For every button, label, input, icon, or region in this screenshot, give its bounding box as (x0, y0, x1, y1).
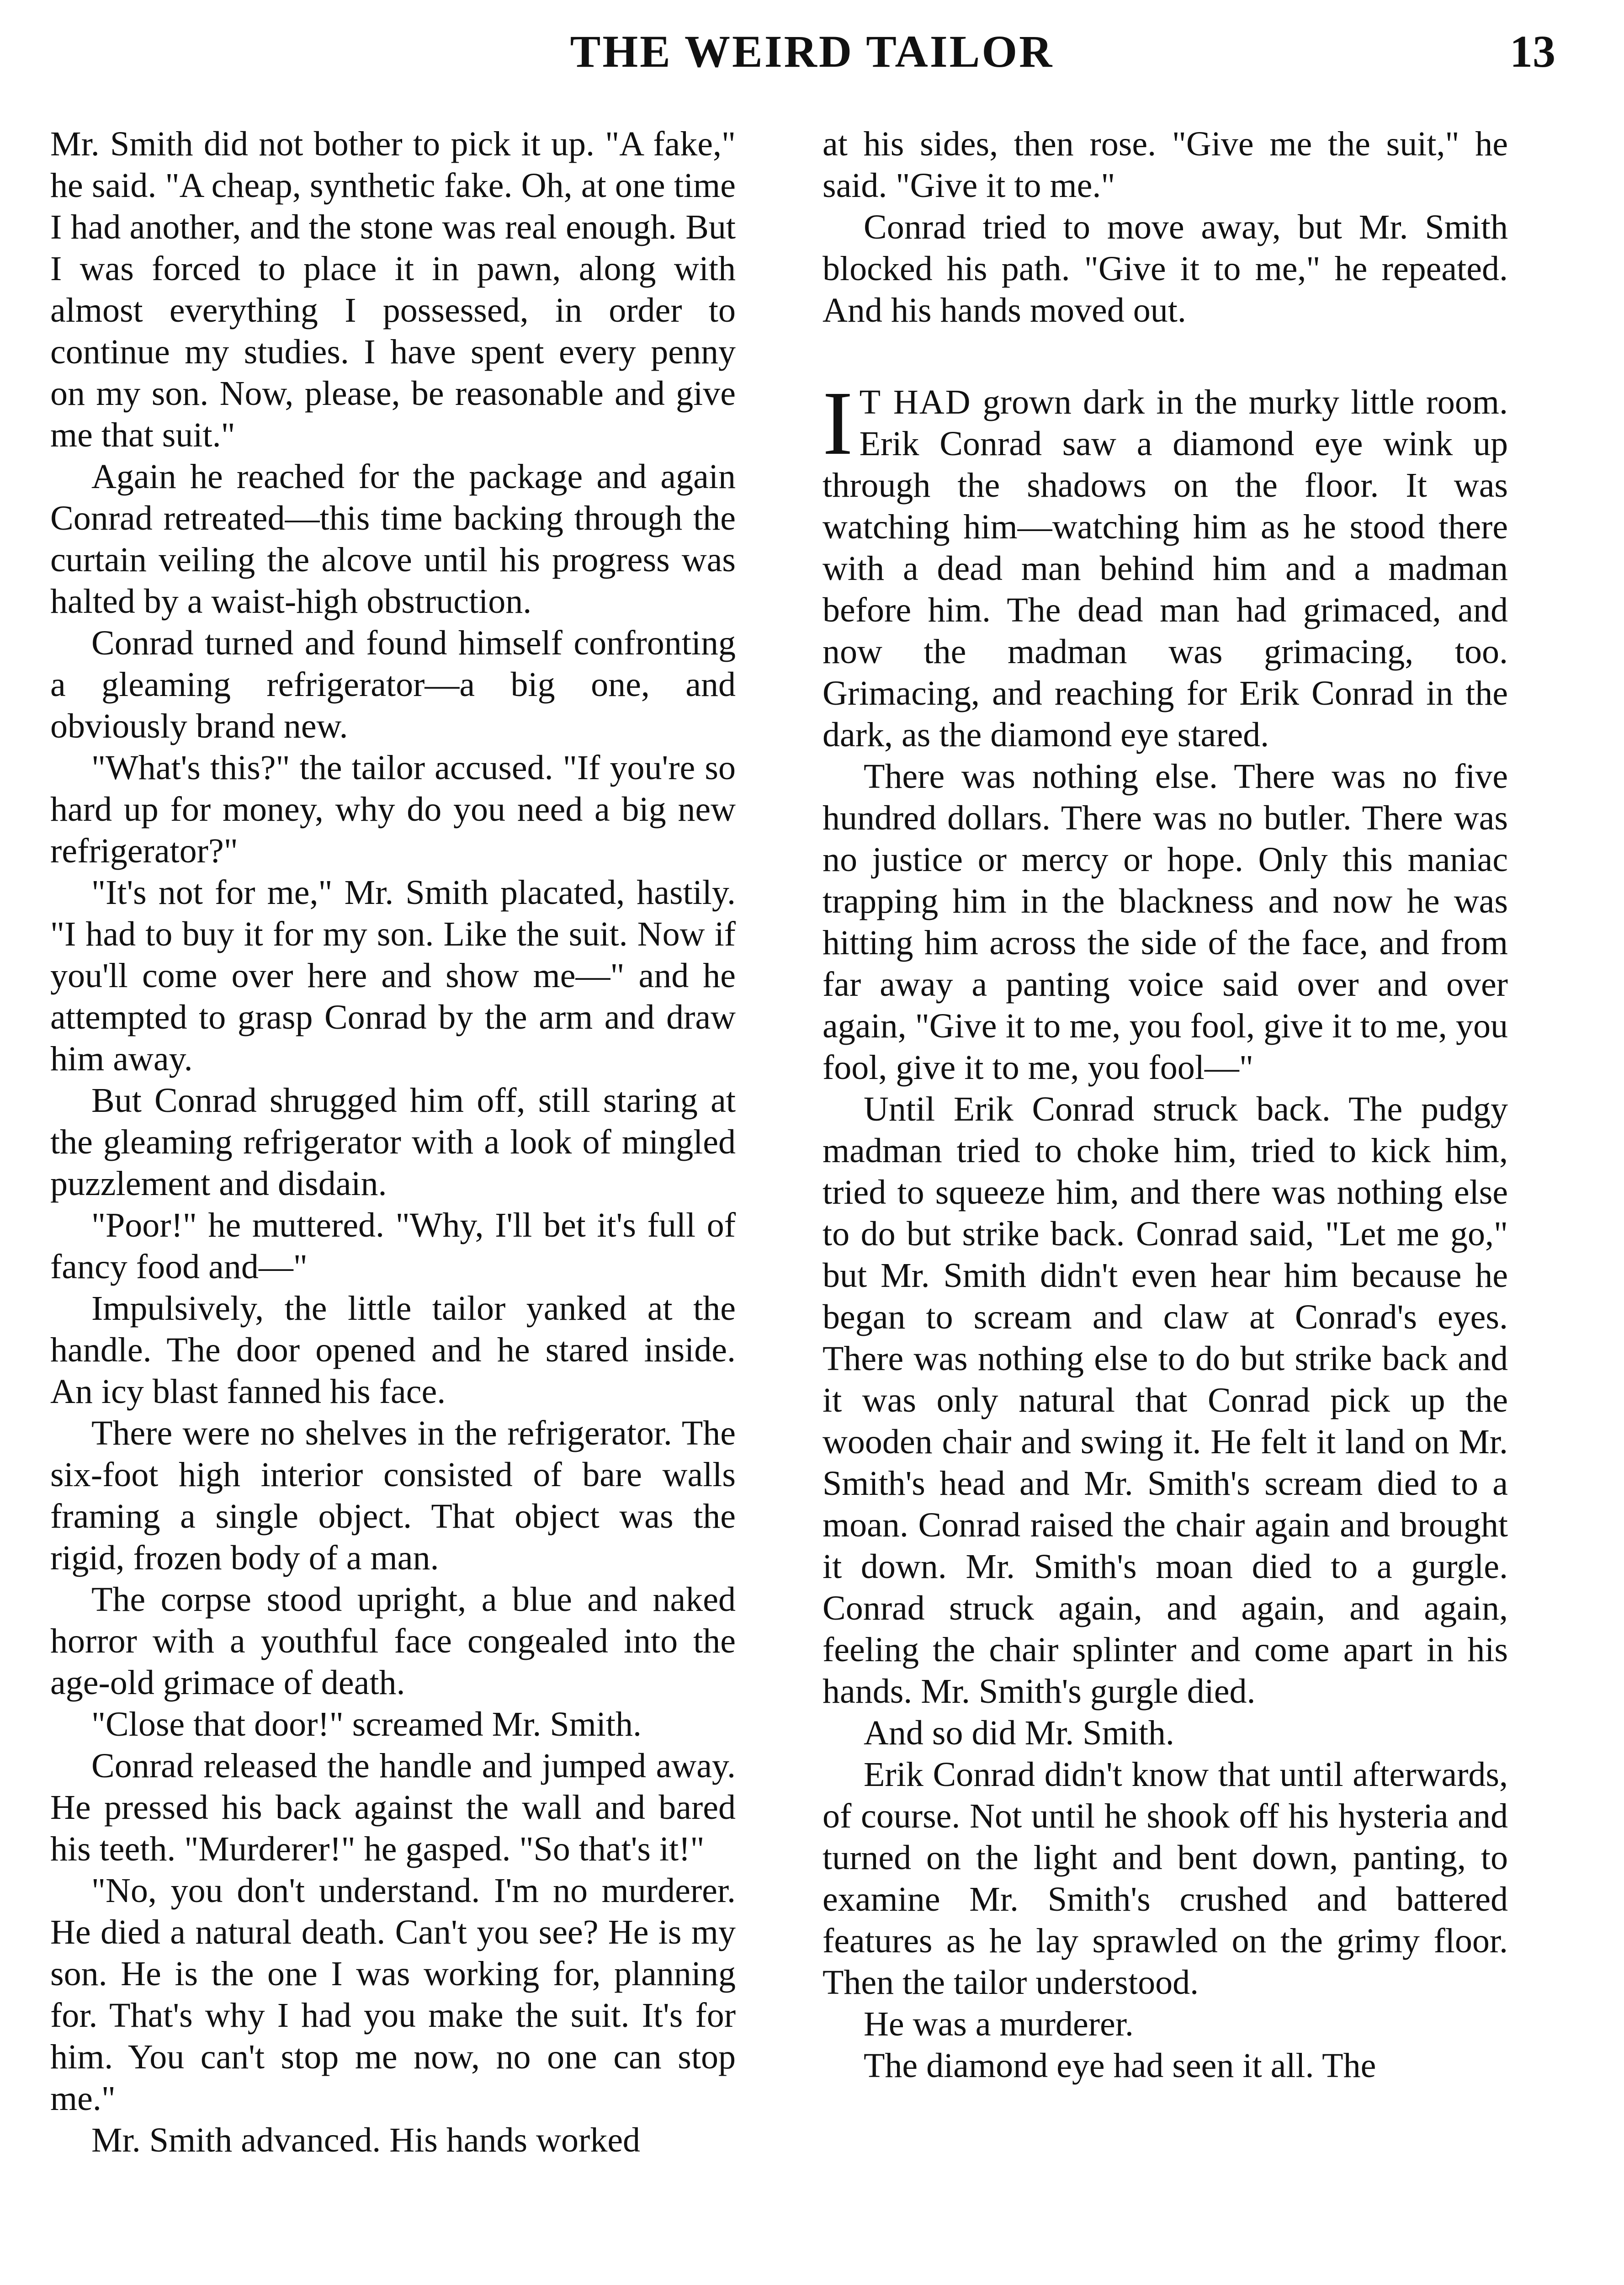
paragraph: The diamond eye had seen it all. The (864, 2046, 1376, 2085)
section-break (823, 331, 1508, 382)
paragraph: Erik Conrad didn't know that until afterwards, of course. Not until he shook off his hysteria and turned on the light and bent down, panting, to examine Mr. Smith's crushed and battered features as he lay sprawled on the grimy floor. Then the tailor understood. (823, 1755, 1508, 2002)
paragraph: But Conrad shrugged him off, still staring at the gleaming refrigerator with a look of mingled puzzlement and disdain. (50, 1081, 736, 1203)
paragraph: Until Erik Conrad struck back. The pudgy madman tried to choke him, tried to kick him, tried to squeeze him, and there was nothing else to do but strike back. Conrad said, "Let me go," but Mr. Smith didn't even hear him because he began to scream and claw at Conrad's eyes. There was nothing else to do but strike back and it was only natural that Conrad pick up the wooden chair and swing it. He felt it land on Mr. Smith's head and Mr. Smith's scream died to a moan. Conrad raised the chair again and brought it down. Mr. Smith's moan died to a gurgle. Conrad struck again, and again, and again, feeling the chair splinter and come apart in his hands. Mr. Smith's gurgle died. (823, 1090, 1508, 1711)
paragraph: Again he reached for the package and again Conrad retreated—this time backing through the curtain veiling the alcove until his progress was halted by a waist-high obstruction. (50, 457, 736, 621)
paragraph: Conrad released the handle and jumped away. He pressed his back against the wall and bared his teeth. "Murderer!" he gasped. "So that's it!" (50, 1747, 736, 1868)
paragraph: at his sides, then rose. "Give me the suit," he said. "Give it to me." (823, 125, 1508, 205)
paragraph: "Close that door!" screamed Mr. Smith. (91, 1705, 642, 1743)
section-opening-paragraph (823, 373, 1508, 756)
paragraph: Mr. Smith advanced. His hands worked (91, 2121, 641, 2159)
paragraph: "What's this?" the tailor accused. "If you're so hard up for money, why do you need a big new refrigerator?" (50, 749, 736, 870)
page-number: 13 (1510, 26, 1555, 77)
paragraph: And so did Mr. Smith. (864, 1714, 1174, 1752)
paragraph: Impulsively, the little tailor yanked at the handle. The door opened and he stared inside. An icy blast fanned his face. (50, 1289, 736, 1411)
opening-text: grown dark in the murky little room. Erik Conrad saw a diamond eye wink up through the shadows on the floor. It was watching him—watching him as he stood there with a dead man behind him and a madman before him. The dead man had grimaced, and now the madman was grimacing, too. Grimacing, and reaching for Erik Conrad in the dark, as the diamond eye stared. (823, 383, 1508, 754)
paragraph: Conrad tried to move away, but Mr. Smith blocked his path. "Give it to me," he repeated. And his hands moved out. (823, 208, 1508, 329)
right-column (823, 123, 1508, 2087)
paragraph: The corpse stood upright, a blue and naked horror with a youthful face congealed into the age-old grimace of death. (50, 1580, 736, 1702)
paragraph: There was nothing else. There was no five hundred dollars. There was no butler. There was no justice or mercy or hope. Only this maniac trapping him in the blackness and now he was hitting him across the side of the face, and from far away a panting voice said over and over again, "Give it to me, you fool, give it to me, you fool, give it to me, you fool—" (823, 757, 1508, 1087)
paragraph: Conrad turned and found himself confronting a gleaming refrigerator—a big one, and obviously brand new. (50, 624, 736, 745)
opening-lead: T HAD (859, 383, 971, 421)
left-column (50, 123, 736, 2161)
paragraph: He was a murderer. (864, 2005, 1134, 2043)
paragraph: There were no shelves in the refrigerator. The six-foot high interior consisted of bare walls framing a single object. That object was the rigid, frozen body of a man. (50, 1414, 736, 1577)
running-title: THE WEIRD TAILOR (570, 26, 1054, 77)
drop-cap: I (823, 373, 853, 474)
paragraph: Mr. Smith did not bother to pick it up. "A fake," he said. "A cheap, synthetic fake. Oh, at one time I had another, and the stone was real enough. But I was forced to place it in pawn, along with almost everything I possessed, in order to continue my studies. I have spent every penny on my son. Now, please, be reasonable and give me that suit." (50, 125, 736, 454)
paragraph: "No, you don't understand. I'm no murderer. He died a natural death. Can't you see? He is my son. He is the one I was working for, planning for. That's why I had you make the suit. It's for him. You can't stop me now, no one can stop me." (50, 1871, 736, 2118)
paragraph: "Poor!" he muttered. "Why, I'll bet it's full of fancy food and—" (50, 1206, 736, 1286)
page-header (0, 25, 1624, 94)
paragraph: "It's not for me," Mr. Smith placated, hastily. "I had to buy it for my son. Like the suit. Now if you'll come over here and show me—" and he attempted to grasp Conrad by the arm and draw him away. (50, 873, 736, 1078)
